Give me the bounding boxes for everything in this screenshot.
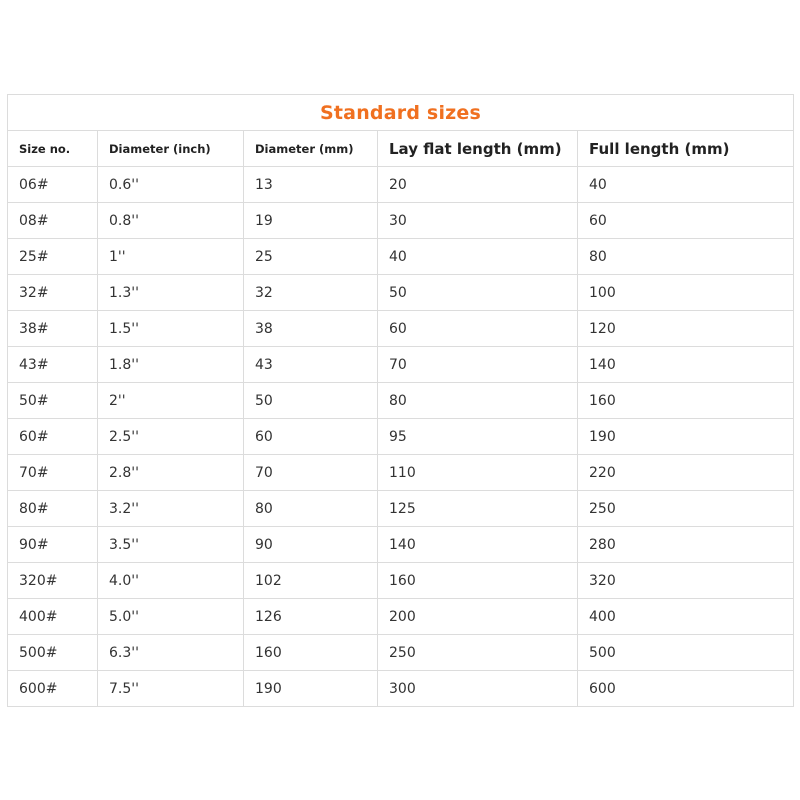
size-no-cell: 500# bbox=[8, 635, 98, 671]
diameter-mm-cell: 13 bbox=[244, 167, 378, 203]
size-no-cell: 80# bbox=[8, 491, 98, 527]
lay-flat-length-cell: 70 bbox=[378, 347, 578, 383]
table-row bbox=[8, 311, 794, 347]
lay-flat-length-cell: 125 bbox=[378, 491, 578, 527]
diameter-mm-cell: 70 bbox=[244, 455, 378, 491]
full-length-cell: 160 bbox=[578, 383, 794, 419]
lay-flat-length-cell: 80 bbox=[378, 383, 578, 419]
diameter-inch-cell: 1.8'' bbox=[98, 347, 244, 383]
full-length-cell: 60 bbox=[578, 203, 794, 239]
full-length-cell: 600 bbox=[578, 671, 794, 707]
diameter-mm-cell: 50 bbox=[244, 383, 378, 419]
diameter-mm-cell: 80 bbox=[244, 491, 378, 527]
lay-flat-length-cell: 30 bbox=[378, 203, 578, 239]
size-no-cell: 32# bbox=[8, 275, 98, 311]
table-row bbox=[8, 599, 794, 635]
lay-flat-length-cell: 140 bbox=[378, 527, 578, 563]
full-length-cell: 120 bbox=[578, 311, 794, 347]
full-length-cell: 220 bbox=[578, 455, 794, 491]
standard-sizes-table bbox=[7, 94, 794, 707]
diameter-mm-cell: 90 bbox=[244, 527, 378, 563]
diameter-inch-cell: 3.2'' bbox=[98, 491, 244, 527]
full-length-cell: 80 bbox=[578, 239, 794, 275]
size-no-cell: 90# bbox=[8, 527, 98, 563]
lay-flat-length-cell: 200 bbox=[378, 599, 578, 635]
diameter-inch-cell: 1.3'' bbox=[98, 275, 244, 311]
table-row bbox=[8, 203, 794, 239]
table-row bbox=[8, 671, 794, 707]
full-length-cell: 320 bbox=[578, 563, 794, 599]
diameter-mm-cell: 60 bbox=[244, 419, 378, 455]
full-length-cell: 40 bbox=[578, 167, 794, 203]
table-body bbox=[8, 167, 794, 707]
lay-flat-length-cell: 250 bbox=[378, 635, 578, 671]
diameter-inch-cell: 7.5'' bbox=[98, 671, 244, 707]
size-no-cell: 43# bbox=[8, 347, 98, 383]
diameter-inch-cell: 4.0'' bbox=[98, 563, 244, 599]
header-lay-flat-length: Lay flat length (mm) bbox=[378, 131, 578, 167]
table-row bbox=[8, 527, 794, 563]
size-no-cell: 38# bbox=[8, 311, 98, 347]
size-no-cell: 50# bbox=[8, 383, 98, 419]
diameter-inch-cell: 0.8'' bbox=[98, 203, 244, 239]
table-row bbox=[8, 563, 794, 599]
table-row bbox=[8, 239, 794, 275]
size-no-cell: 400# bbox=[8, 599, 98, 635]
header-row bbox=[8, 131, 794, 167]
diameter-mm-cell: 160 bbox=[244, 635, 378, 671]
lay-flat-length-cell: 95 bbox=[378, 419, 578, 455]
diameter-mm-cell: 38 bbox=[244, 311, 378, 347]
lay-flat-length-cell: 60 bbox=[378, 311, 578, 347]
table-row bbox=[8, 275, 794, 311]
diameter-inch-cell: 2'' bbox=[98, 383, 244, 419]
diameter-inch-cell: 3.5'' bbox=[98, 527, 244, 563]
lay-flat-length-cell: 50 bbox=[378, 275, 578, 311]
size-no-cell: 08# bbox=[8, 203, 98, 239]
diameter-mm-cell: 190 bbox=[244, 671, 378, 707]
full-length-cell: 250 bbox=[578, 491, 794, 527]
diameter-mm-cell: 102 bbox=[244, 563, 378, 599]
title-row bbox=[8, 95, 794, 131]
full-length-cell: 190 bbox=[578, 419, 794, 455]
table-row bbox=[8, 455, 794, 491]
lay-flat-length-cell: 40 bbox=[378, 239, 578, 275]
table-row bbox=[8, 419, 794, 455]
diameter-mm-cell: 126 bbox=[244, 599, 378, 635]
size-no-cell: 600# bbox=[8, 671, 98, 707]
full-length-cell: 280 bbox=[578, 527, 794, 563]
table-row bbox=[8, 635, 794, 671]
header-diameter-inch: Diameter (inch) bbox=[98, 131, 244, 167]
size-no-cell: 60# bbox=[8, 419, 98, 455]
header-diameter-mm: Diameter (mm) bbox=[244, 131, 378, 167]
diameter-mm-cell: 43 bbox=[244, 347, 378, 383]
full-length-cell: 400 bbox=[578, 599, 794, 635]
header-size-no: Size no. bbox=[8, 131, 98, 167]
diameter-inch-cell: 6.3'' bbox=[98, 635, 244, 671]
diameter-inch-cell: 2.8'' bbox=[98, 455, 244, 491]
full-length-cell: 500 bbox=[578, 635, 794, 671]
lay-flat-length-cell: 110 bbox=[378, 455, 578, 491]
diameter-inch-cell: 1'' bbox=[98, 239, 244, 275]
diameter-mm-cell: 19 bbox=[244, 203, 378, 239]
table-row bbox=[8, 383, 794, 419]
size-no-cell: 70# bbox=[8, 455, 98, 491]
lay-flat-length-cell: 160 bbox=[378, 563, 578, 599]
diameter-inch-cell: 5.0'' bbox=[98, 599, 244, 635]
size-no-cell: 25# bbox=[8, 239, 98, 275]
diameter-mm-cell: 32 bbox=[244, 275, 378, 311]
size-no-cell: 320# bbox=[8, 563, 98, 599]
table-title: Standard sizes bbox=[8, 95, 794, 131]
table-row bbox=[8, 491, 794, 527]
table-row bbox=[8, 347, 794, 383]
full-length-cell: 100 bbox=[578, 275, 794, 311]
lay-flat-length-cell: 300 bbox=[378, 671, 578, 707]
lay-flat-length-cell: 20 bbox=[378, 167, 578, 203]
diameter-inch-cell: 1.5'' bbox=[98, 311, 244, 347]
table-row bbox=[8, 167, 794, 203]
diameter-mm-cell: 25 bbox=[244, 239, 378, 275]
header-full-length: Full length (mm) bbox=[578, 131, 794, 167]
full-length-cell: 140 bbox=[578, 347, 794, 383]
diameter-inch-cell: 0.6'' bbox=[98, 167, 244, 203]
diameter-inch-cell: 2.5'' bbox=[98, 419, 244, 455]
size-no-cell: 06# bbox=[8, 167, 98, 203]
